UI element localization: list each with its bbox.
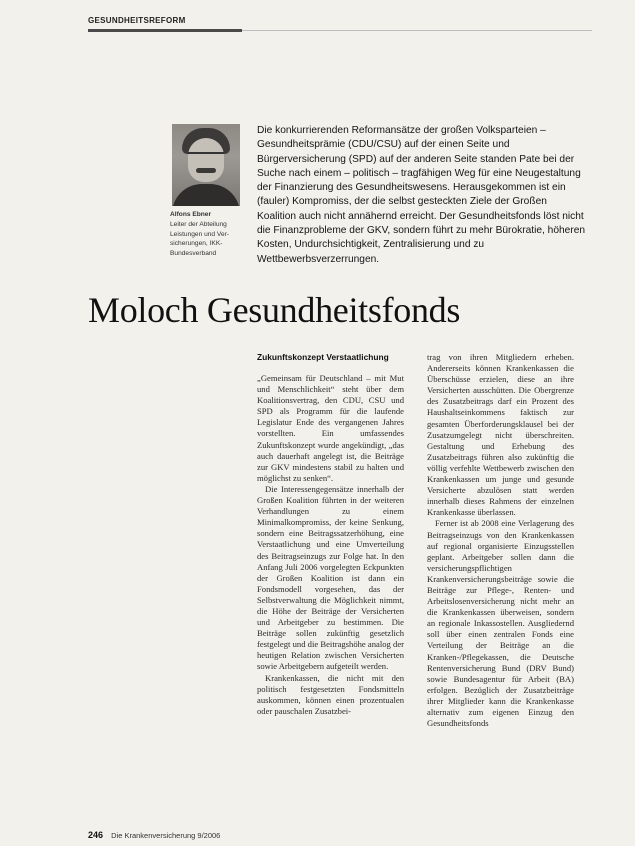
body-column-left [257,352,404,717]
caption-line: Bundesverband [170,250,217,258]
lead-text: Die konkurrierenden Reformansätze der großen Volksparteien – Gesundheitsprämie (CDU/CSU) auf der einen Seite und Bürgerversicherung (SPD) auf der anderen Seite standen Pate bei der Suche nach einem – politisch – tragfähigen Weg für eine Neugestaltung der Finanzierung des Gesundheitswesens. Herausgekommen ist ein (fauler) Kompromiss, der die selbst gesteckten Ziele der Großen Koalition auch nicht annähernd erreicht. Der Gesundheitsfonds löst nicht die Finanzprobleme der GKV, sondern führt zu mehr Bürokratie, höheren Kosten, Undurchsichtigkeit, Zentralisierung und zu Wettbewerbsverzerrungen. [257,125,586,265]
portrait-caption [170,210,250,259]
portrait-glasses [188,152,224,162]
subheading: Zukunftskonzept Verstaatlichung [257,352,389,362]
body-paragraph: „Gemeinsam für Deutschland – mit Mut und Menschlichkeit“ steht über dem Koalitionsvertrag, den CDU, CSU und SPD als Programm für die laufende Legislatur Ende des vergangenen Jahres vorstellten. Ein umfassendes Zukunftskonzept wurde angekündigt, „das auch dauerhaft angelegt ist, die Beiträge zur GKV mindestens stabil zu halten und möglichst zu senken“. [257,373,404,483]
author-portrait [172,124,240,206]
body-paragraph: Ferner ist ab 2008 eine Verlagerung des Beitragseinzugs von den Krankenkassen auf regional organisierte Einzugsstellen geplant. Arbeitgeber sollen dann die versicherungspflichtigen Krankenversicherungsbeiträge sowie die Beiträge zur Pflege-, Renten- und Arbeitslosenversicherung nicht mehr an die Krankenkassen überweisen, sondern an regionale Inkassostellen. Ausgliedernd soll über einen zentralen Fonds eine Verteilung der Beiträge an die Kranken-/Pflegekassen, die Deutsche Rentenversicherung Bund (DRV Bund) sowie Bundesagentur für Arbeit (BA) erfolgen. Bezüglich der Zusatzbeiträge ihrer Mitglieder kann die Krankenkasse alternativ zum eigenen Einzug den Gesundheitsfonds [427,518,574,729]
body-column-right [427,352,574,729]
lead-paragraph [257,124,587,267]
header-rule-light [242,30,592,31]
portrait-moustache [196,168,216,173]
body-paragraph: Die Interessengegensätze innerhalb der Großen Koalition führten in der weiteren Verhandlungen zu einem Minimalkompromiss, der keine Senkung, sondern eine Beitragssatzerhöhung, eine Verstaatlichung und eine Umverteilung des Beitragseinzugs zur Folge hat. In den Anfang Juli 2006 vorgelegten Eckpunkten der Großen Koalition ist dann ein Fondsmodell vorgesehen, das der Selbstverwaltung die Möglichkeit nimmt, die Höhe der Beiträge der Versicherten und Arbeitgeber zu bestimmen. Die Beiträge sollen zukünftig gesetzlich festgelegt und die Beitragshöhe analog der heutigen Relation zwischen Versicherten sowie Arbeitgebern aufgeteilt werden. [257,483,404,672]
caption-line: sicherungen, IKK- [170,240,223,248]
page-footer [88,830,220,840]
page-number: 246 [88,830,104,840]
header-rule-dark [88,29,242,32]
journal-name: Die Krankenversicherung 9/2006 [111,831,221,840]
article-title: Moloch Gesundheitsfonds [88,290,461,330]
caption-line: Leiter der Abteilung [170,220,227,228]
caption-line: Leistungen und Ver- [170,230,230,238]
section-header: GESUNDHEITSREFORM [88,16,186,25]
portrait-shoulders [172,184,240,206]
caption-name: Alfons Ebner [170,211,212,218]
body-paragraph: trag von ihren Mitgliedern erheben. Andererseits können Krankenkassen die Überschüsse erzielen, diese an ihre Versicherten ausschütten. Die Obergrenze des Zusatzbeitrags darf ein Prozent des Haushaltseinkommens faktisch zur gesamten Überforderungsklausel bei der Zusatzumgelegt nicht überschreiten. Gestaltung und Erhebung des Zusatzbeitrags führen also zukünftig die völlig verfehlte Wettbewerb zwischen den Krankenkassen um junge und gesunde Versicherte abzulösen statt werden innerhalb dieses Rahmens der einzelnen Krankenkasse überlassen. [427,352,574,518]
body-paragraph: Krankenkassen, die nicht mit den politisch festgesetzten Fondsmitteln auskommen, können einen prozentualen oder pauschalen Zusatzbei- [257,672,404,716]
